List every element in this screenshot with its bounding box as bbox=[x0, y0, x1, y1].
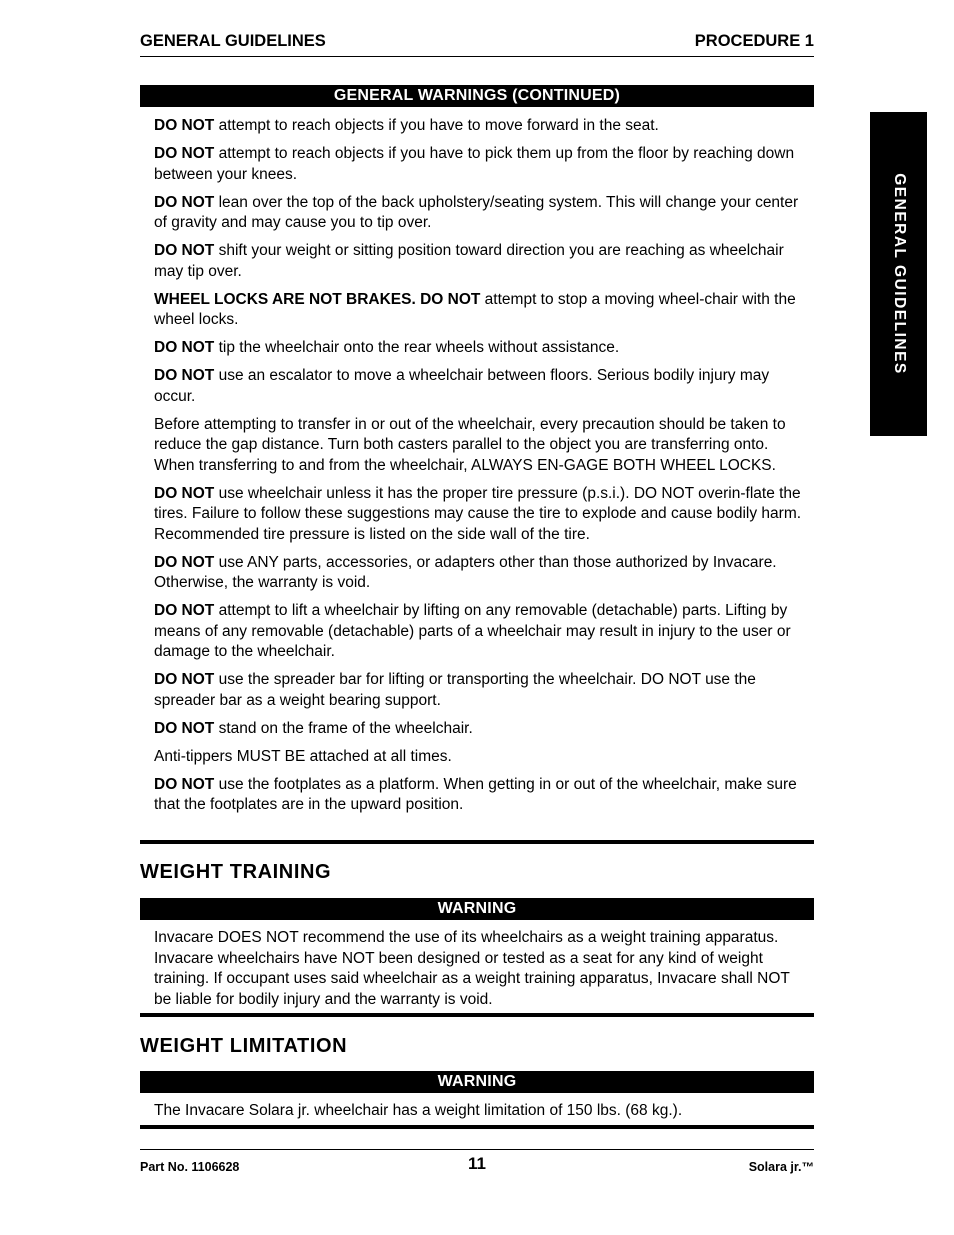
warning-item: DO NOT stand on the frame of the wheelchair. bbox=[154, 719, 473, 737]
weight-limitation-heading: WEIGHT LIMITATION bbox=[140, 1035, 348, 1057]
warning-item: DO NOT shift your weight or sitting position toward direction you are reaching as wheelchair may tip over. bbox=[154, 242, 784, 280]
warning-item: DO NOT tip the wheelchair onto the rear wheels without assistance. bbox=[154, 339, 620, 356]
weight-training-heading: WEIGHT TRAINING bbox=[140, 861, 332, 883]
header-section-title: GENERAL GUIDELINES bbox=[140, 32, 326, 50]
section-divider bbox=[140, 1013, 814, 1017]
warning-item: DO NOT attempt to lift a wheelchair by lifting on any removable (detachable) parts. Lifting by means of any removable (detachable) parts of a wheelchair may result in injury to the user or damage to the wheelchair. bbox=[154, 602, 791, 660]
warning-item: DO NOT use ANY parts, accessories, or adapters other than those authorized by Invacare. Otherwise, the warranty is void. bbox=[154, 553, 777, 591]
warning-item: DO NOT use the spreader bar for lifting or transporting the wheelchair. DO NOT use the spreader bar as a weight bearing support. bbox=[154, 671, 756, 709]
footer-part-number: Part No. 1106628 bbox=[140, 1160, 240, 1174]
general-warnings-list bbox=[154, 116, 806, 823]
warning-item: DO NOT attempt to reach objects if you have to pick them up from the floor by reaching down between your knees. bbox=[154, 145, 795, 183]
warning-item: DO NOT lean over the top of the back upholstery/seating system. This will change your center of gravity and may cause you to tip over. bbox=[154, 193, 799, 231]
warning-item: DO NOT use wheelchair unless it has the proper tire pressure (p.s.i.). DO NOT overin-flate the tires. Failure to follow these suggestions may cause the tire to explode and cause bodily harm. Recommended tire pressure is listed on the side wall of the tire. bbox=[154, 484, 802, 543]
warning-item: DO NOT use an escalator to move a wheelchair between floors. Serious bodily injury may occur. bbox=[154, 367, 770, 405]
page-header bbox=[140, 32, 814, 57]
page-footer bbox=[140, 1149, 814, 1180]
warning-item: DO NOT use the footplates as a platform. When getting in or out of the wheelchair, make sure that the footplates are in the upward position. bbox=[154, 775, 797, 813]
weight-limitation-warning-banner: WARNING bbox=[140, 1071, 814, 1093]
weight-limitation-text: The Invacare Solara jr. wheelchair has a weight limitation of 150 lbs. (68 kg.). bbox=[154, 1102, 683, 1119]
footer-page-number: 11 bbox=[468, 1154, 486, 1173]
general-warnings-banner: GENERAL WARNINGS (CONTINUED) bbox=[140, 85, 814, 107]
warning-item: DO NOT attempt to reach objects if you have to move forward in the seat. bbox=[154, 117, 659, 134]
warning-item: Anti-tippers MUST BE attached at all times. bbox=[154, 747, 452, 765]
side-section-tab bbox=[870, 112, 927, 436]
weight-training-warning-banner: WARNING bbox=[140, 898, 814, 920]
weight-training-text: Invacare DOES NOT recommend the use of its wheelchairs as a weight training apparatus. Invacare wheelchairs have NOT been designed or tested as a seat for any kind of weight training. If occupant uses said wheelchair as a weight training apparatus, Invacare shall NOT be liable for bodily injury and the warranty is void. bbox=[154, 929, 790, 1008]
header-procedure: PROCEDURE 1 bbox=[694, 32, 814, 50]
section-divider bbox=[140, 1125, 814, 1129]
warning-item: WHEEL LOCKS ARE NOT BRAKES. DO NOT attempt to stop a moving wheel-chair with the wheel locks. bbox=[154, 290, 796, 328]
side-tab-label: GENERAL GUIDELINES bbox=[890, 173, 908, 375]
warning-item: Before attempting to transfer in or out of the wheelchair, every precaution should be taken to reduce the gap distance. Turn both casters parallel to the object you are transferring onto. When transferring to and from the wheelchair, ALWAYS EN-GAGE BOTH WHEEL LOCKS. bbox=[154, 415, 786, 474]
section-divider bbox=[140, 840, 814, 844]
footer-product-name: Solara jr.™ bbox=[748, 1160, 814, 1174]
